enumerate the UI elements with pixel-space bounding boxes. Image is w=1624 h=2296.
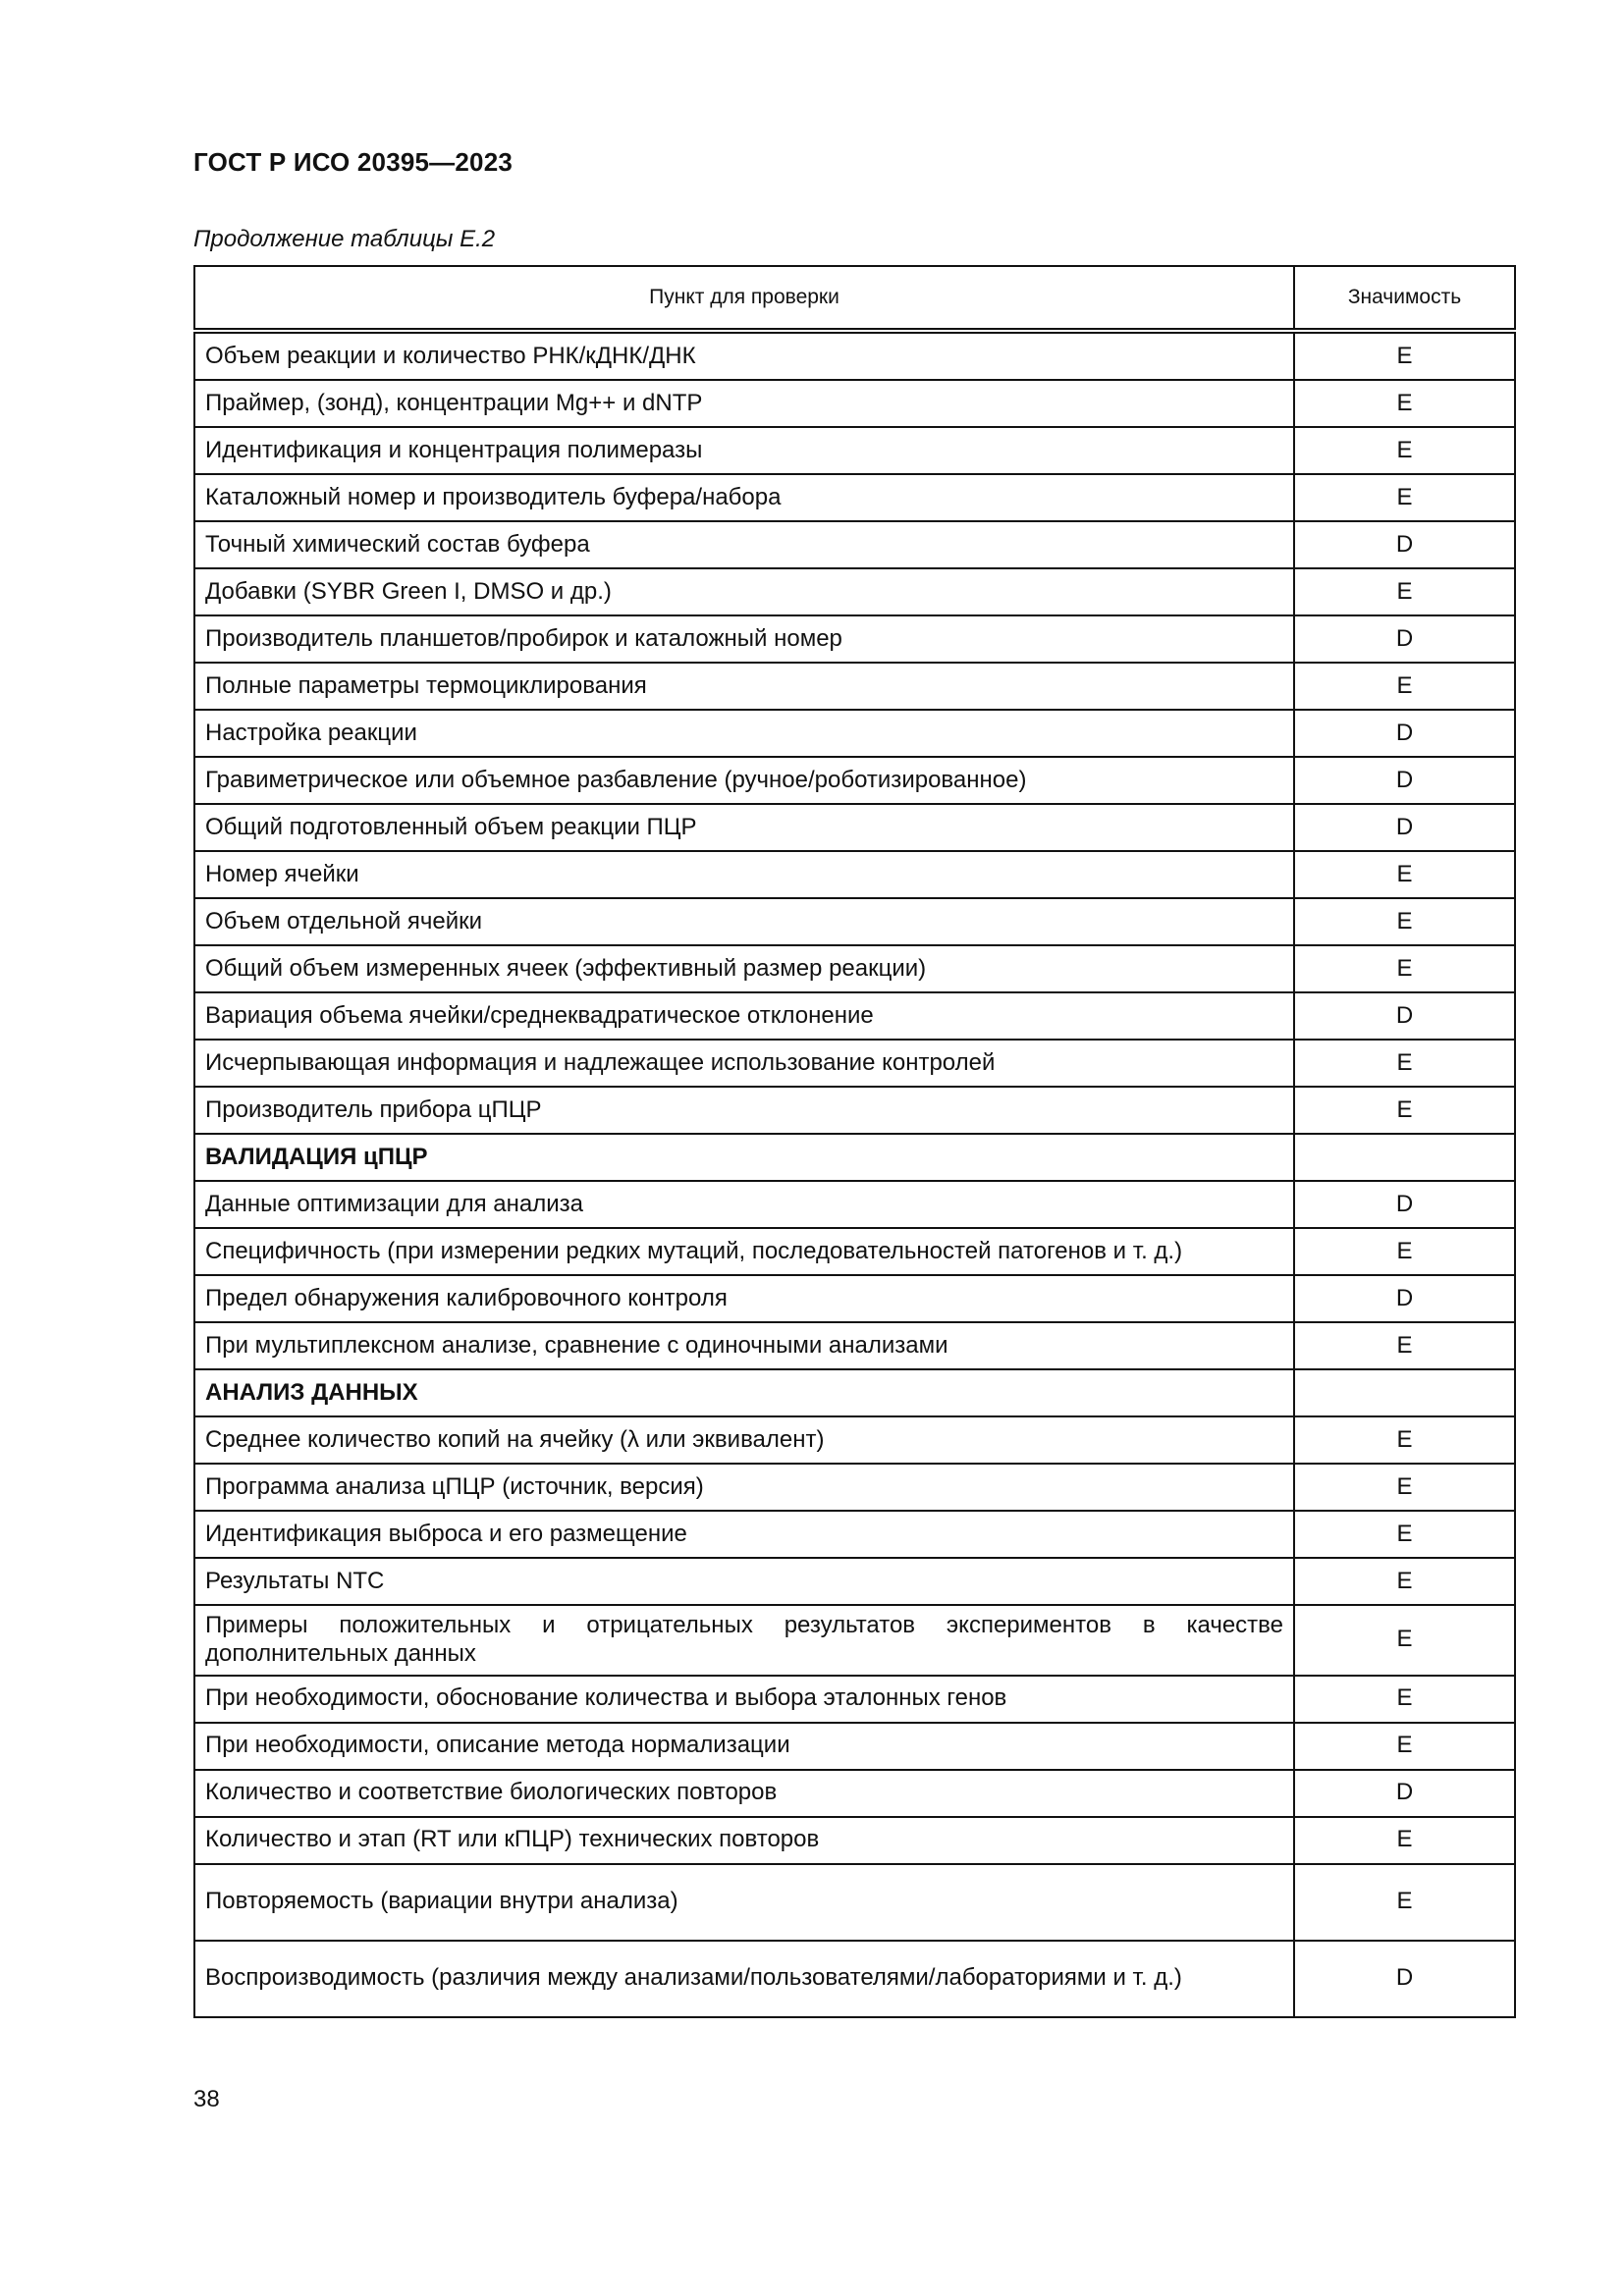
significance-cell xyxy=(1294,1369,1515,1416)
significance-cell: E xyxy=(1294,1605,1515,1676)
significance-cell: D xyxy=(1294,1181,1515,1228)
table-row xyxy=(194,1676,1515,1723)
significance-cell: D xyxy=(1294,804,1515,851)
significance-cell: E xyxy=(1294,1322,1515,1369)
check-item-cell: Идентификация выброса и его размещение xyxy=(194,1511,1294,1558)
significance-cell: E xyxy=(1294,331,1515,380)
check-item-cell: Гравиметрическое или объемное разбавление (ручное/роботизированное) xyxy=(194,757,1294,804)
table-row xyxy=(194,615,1515,663)
check-item-cell: Повторяемость (вариации внутри анализа) xyxy=(194,1864,1294,1941)
table-row xyxy=(194,804,1515,851)
significance-cell xyxy=(1294,1134,1515,1181)
significance-cell: E xyxy=(1294,427,1515,474)
significance-cell: E xyxy=(1294,851,1515,898)
table-row xyxy=(194,521,1515,568)
table-row xyxy=(194,1605,1515,1676)
table-row xyxy=(194,1770,1515,1817)
table-row xyxy=(194,945,1515,992)
column-header-significance: Значимость xyxy=(1294,266,1515,331)
table-row xyxy=(194,1941,1515,2017)
check-item-cell: При мультиплексном анализе, сравнение с одиночными анализами xyxy=(194,1322,1294,1369)
check-item-cell: При необходимости, обоснование количества и выбора эталонных генов xyxy=(194,1676,1294,1723)
check-item-cell: Полные параметры термоциклирования xyxy=(194,663,1294,710)
significance-cell: E xyxy=(1294,1511,1515,1558)
column-header-item: Пункт для проверки xyxy=(194,266,1294,331)
significance-cell: E xyxy=(1294,1464,1515,1511)
check-item-cell: Праймер, (зонд), концентрации Mg++ и dNTP xyxy=(194,380,1294,427)
significance-cell: D xyxy=(1294,521,1515,568)
check-item-cell: Каталожный номер и производитель буфера/набора xyxy=(194,474,1294,521)
document-title: ГОСТ Р ИСО 20395—2023 xyxy=(193,147,514,177)
significance-cell: E xyxy=(1294,1723,1515,1770)
check-item-cell: Примеры положительных и отрицательных результатов экспериментов в качестве дополнительных данных xyxy=(194,1605,1294,1676)
table-row xyxy=(194,851,1515,898)
significance-cell: E xyxy=(1294,1416,1515,1464)
check-item-cell: Настройка реакции xyxy=(194,710,1294,757)
significance-cell: D xyxy=(1294,1941,1515,2017)
check-item-cell: Общий подготовленный объем реакции ПЦР xyxy=(194,804,1294,851)
significance-cell: E xyxy=(1294,1676,1515,1723)
check-item-cell: Вариация объема ячейки/среднеквадратическое отклонение xyxy=(194,992,1294,1040)
check-item-cell: Программа анализа цПЦР (источник, версия) xyxy=(194,1464,1294,1511)
table-row xyxy=(194,663,1515,710)
significance-cell: D xyxy=(1294,757,1515,804)
table-header-row xyxy=(194,266,1515,331)
table-row xyxy=(194,710,1515,757)
table-row xyxy=(194,568,1515,615)
table-row xyxy=(194,1322,1515,1369)
table-row xyxy=(194,331,1515,380)
section-heading-cell: ВАЛИДАЦИЯ цПЦР xyxy=(194,1134,1294,1181)
table-row xyxy=(194,1087,1515,1134)
check-item-cell: Исчерпывающая информация и надлежащее использование контролей xyxy=(194,1040,1294,1087)
significance-cell: E xyxy=(1294,898,1515,945)
check-item-cell: Номер ячейки xyxy=(194,851,1294,898)
significance-cell: D xyxy=(1294,1275,1515,1322)
table-row xyxy=(194,1275,1515,1322)
significance-cell: E xyxy=(1294,1864,1515,1941)
table-section-row xyxy=(194,1369,1515,1416)
check-item-cell: Среднее количество копий на ячейку (λ или эквивалент) xyxy=(194,1416,1294,1464)
table-row xyxy=(194,474,1515,521)
check-item-cell: Количество и соответствие биологических повторов xyxy=(194,1770,1294,1817)
significance-cell: E xyxy=(1294,1228,1515,1275)
table-row xyxy=(194,1040,1515,1087)
table-row xyxy=(194,380,1515,427)
check-item-cell: Идентификация и концентрация полимеразы xyxy=(194,427,1294,474)
table-row xyxy=(194,1228,1515,1275)
table-section-row xyxy=(194,1134,1515,1181)
table-row xyxy=(194,1464,1515,1511)
check-item-cell: Результаты NTC xyxy=(194,1558,1294,1605)
table-row xyxy=(194,898,1515,945)
table-row xyxy=(194,757,1515,804)
table-row xyxy=(194,427,1515,474)
check-item-cell: Объем отдельной ячейки xyxy=(194,898,1294,945)
table-row xyxy=(194,1864,1515,1941)
significance-cell: E xyxy=(1294,1040,1515,1087)
table-row xyxy=(194,1817,1515,1864)
significance-cell: D xyxy=(1294,992,1515,1040)
check-item-cell: Добавки (SYBR Green I, DMSO и др.) xyxy=(194,568,1294,615)
table-body xyxy=(194,331,1515,2017)
significance-cell: E xyxy=(1294,474,1515,521)
checklist-table xyxy=(193,265,1516,2018)
check-item-cell: Воспроизводимость (различия между анализами/пользователями/лабораториями и т. д.) xyxy=(194,1941,1294,2017)
significance-cell: D xyxy=(1294,710,1515,757)
check-item-cell: При необходимости, описание метода нормализации xyxy=(194,1723,1294,1770)
significance-cell: E xyxy=(1294,380,1515,427)
significance-cell: E xyxy=(1294,1817,1515,1864)
significance-cell: E xyxy=(1294,945,1515,992)
significance-cell: D xyxy=(1294,615,1515,663)
table-row xyxy=(194,1416,1515,1464)
significance-cell: E xyxy=(1294,1558,1515,1605)
significance-cell: E xyxy=(1294,663,1515,710)
section-heading-cell: АНАЛИЗ ДАННЫХ xyxy=(194,1369,1294,1416)
check-item-cell: Производитель прибора цПЦР xyxy=(194,1087,1294,1134)
check-item-cell: Количество и этап (RT или кПЦР) технических повторов xyxy=(194,1817,1294,1864)
page-number: 38 xyxy=(193,2086,220,2112)
table-caption: Продолжение таблицы Е.2 xyxy=(193,226,496,252)
table-row xyxy=(194,1558,1515,1605)
significance-cell: D xyxy=(1294,1770,1515,1817)
significance-cell: E xyxy=(1294,568,1515,615)
check-item-cell: Производитель планшетов/пробирок и каталожный номер xyxy=(194,615,1294,663)
check-item-cell: Общий объем измеренных ячеек (эффективный размер реакции) xyxy=(194,945,1294,992)
checklist-table-container xyxy=(193,265,1514,2018)
significance-cell: E xyxy=(1294,1087,1515,1134)
table-row xyxy=(194,1723,1515,1770)
check-item-cell: Точный химический состав буфера xyxy=(194,521,1294,568)
check-item-cell: Специфичность (при измерении редких мутаций, последовательностей патогенов и т. д.) xyxy=(194,1228,1294,1275)
check-item-cell: Объем реакции и количество РНК/кДНК/ДНК xyxy=(194,331,1294,380)
check-item-cell: Предел обнаружения калибровочного контроля xyxy=(194,1275,1294,1322)
table-row xyxy=(194,1181,1515,1228)
table-row xyxy=(194,992,1515,1040)
check-item-cell: Данные оптимизации для анализа xyxy=(194,1181,1294,1228)
table-row xyxy=(194,1511,1515,1558)
